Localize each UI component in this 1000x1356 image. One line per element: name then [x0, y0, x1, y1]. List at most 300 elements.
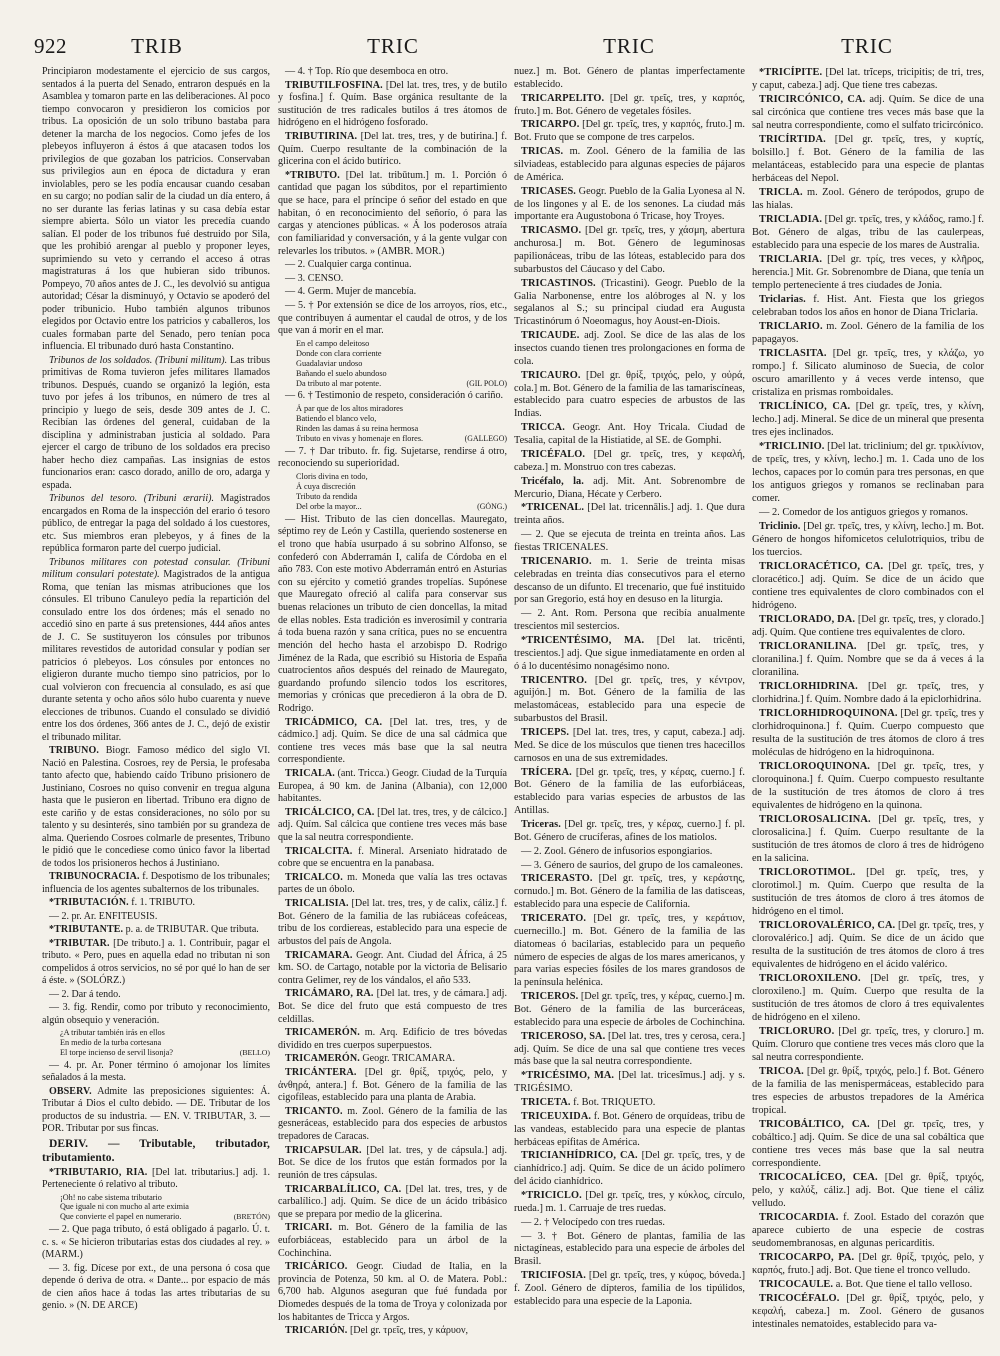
- entry-headword: TRICASMO.: [521, 225, 582, 237]
- entry-definition: m. Zool. Género de la familia de las silviadeas, establecido para algunas especies de pájaros de América.: [514, 146, 745, 183]
- entry-headword: TRICARI.: [285, 1222, 333, 1234]
- dictionary-entry: [278, 1067, 507, 1105]
- dictionary-entry: [514, 860, 745, 873]
- entry-headword: TRICLA.: [759, 187, 803, 198]
- dictionary-entry: [278, 1053, 507, 1066]
- entry-headword: TRICIRCÓNICO, CA.: [759, 94, 866, 105]
- entry-definition: — 2. Zool. Género de infusorios espongiarios.: [521, 845, 713, 857]
- dictionary-entry: [752, 866, 984, 918]
- entry-headword: TRICASTINOS.: [521, 277, 596, 289]
- entry-definition: [Del lat. tres, tres, y de cádmico.] adj. Quím. Se dice de una sal cádmica que contiene tres veces más base que la sal neutra correspondiente.: [278, 716, 507, 766]
- entry-headword: TRICOCARPO, PA.: [759, 1252, 855, 1263]
- dictionary-entry: [278, 390, 507, 403]
- quotation-author: (BRETÓN): [233, 1212, 270, 1222]
- entry-headword: TRICLARIO.: [759, 321, 823, 332]
- entry-definition: [Del gr. τρεῖς, tres, y κλάδος, ramo.] f. Bot. Género de algas, tribu de las caulerpeas, establecido para una especie de los mares de Australia.: [752, 214, 984, 251]
- entry-definition: [Del lat. tres, y de cámara.] adj. Bot. Se dice del fruto que está compuesto de tres celdillas.: [278, 988, 507, 1025]
- entry-definition: — 7. † Dar tributo. fr. fig. Sujetarse, rendirse á otro, reconociendo su superioridad.: [278, 445, 507, 470]
- entry-headword: TRICLORANILINA.: [759, 641, 857, 652]
- dictionary-entry: [514, 225, 745, 276]
- quotation-text: El torpe incienso de servil lisonja?: [60, 1047, 174, 1057]
- dictionary-entry: [514, 1270, 745, 1309]
- entry-definition: m. Zool. Género de terópodos, grupo de las hialas.: [752, 187, 984, 211]
- entry-definition: [Del lat. tribūtum.] m. 1. Porción ó cantidad que pagan los súbditos, por el repartimiento que se hace, para el príncipe ó señor del estado en que habitan, ó en reconocimiento del señorío, ó para las cargas y atenciones públicas. « Á los poderosos atraía con familiaridad y conversación, y á la gente vulgar con relevarles los tributos. » (AMBR. MOR.): [278, 169, 507, 257]
- dictionary-entry: [42, 989, 270, 1002]
- entry-headword: TRÍCERA.: [521, 766, 572, 778]
- entry-definition: — 3. fig. Rendir, como por tributo y reconocimiento, algún obsequio y veneración.: [42, 1002, 270, 1026]
- dictionary-entry: [752, 972, 984, 1024]
- dictionary-entry: [752, 919, 984, 971]
- quotation-text: Que convierte el papel en numerario.: [60, 1212, 182, 1222]
- entry-definition: [Del gr. τρεῖς, tres, y cloroquinona.] f. Quím. Cuerpo compuesto resultante de la sustitución de tres átomos de cloro á tres equivalentes de hidrógeno en la quinona.: [752, 761, 984, 811]
- dictionary-entry: [278, 300, 507, 338]
- quotation-text: Á par que de los altos miradores: [296, 404, 403, 414]
- guide-word: TRIC: [603, 34, 655, 58]
- dictionary-entry: [278, 1184, 507, 1222]
- quotation-line: [60, 1028, 270, 1038]
- entry-definition: f. 1. TRIBUTO.: [128, 897, 196, 908]
- entry-definition: [Del lat. tres, tres, y de calix, cáliz.] f. Bot. Género de la familia de las rubiáceas cofeáceas, tribu de los cordiereas, establecido para una especie de arbustos del país de Angola.: [278, 898, 507, 947]
- quotation-text: Del orbe la mayor...: [296, 501, 362, 511]
- entry-definition: f. Bot. Género de orquídeas, tribu de las vandeas, establecido para una especie de plantas herbáceas epífitas de América.: [514, 1110, 745, 1148]
- dictionary-entry: [514, 675, 745, 726]
- dictionary-entry: [752, 1025, 984, 1064]
- quotation-text: Á cuya discreción: [296, 482, 356, 491]
- entry-headword: OBSERV.: [49, 1085, 92, 1097]
- entry-headword: TRICOCALÍCEO, CEA.: [759, 1172, 878, 1183]
- entry-definition: [Del gr. τρεῖς, tres, y κέρας, cuerno.] m. Bot. Género de la familia de las burceráceas, establecido para una especie de árboles de Cochinchina.: [514, 991, 745, 1028]
- entry-definition: Geogr. Ciudad de Italia, en la provincia de Potenza, 50 km. al O. de Matera. Pobl.: 6,700 hab. Algunos aseguran que fué fundada por Diomedes después de la toma de Troya y colonizada por los habitantes de Tricca y Argos.: [278, 1261, 507, 1323]
- quotation-author: (GALLEGO): [464, 433, 507, 443]
- dictionary-entry: [752, 213, 984, 252]
- dictionary-entry: [752, 186, 984, 212]
- entry-definition: [Del gr. τρεῖς, tres, y κλίνη, lecho.] m. Bot. Género de hongos hifomicetos celulotriquios, tribu de los tuercios.: [752, 521, 984, 558]
- entry-headword: TRICALA.: [285, 768, 335, 779]
- entry-definition: [Del lat. tricennālis.] adj. 1. Que dura treinta años.: [514, 502, 745, 527]
- dictionary-entry: [752, 560, 984, 612]
- dictionary-entry: [514, 330, 745, 369]
- entry-headword: TRICALCO.: [285, 871, 343, 883]
- quotation-line: [296, 349, 507, 359]
- dictionary-entry: [278, 131, 507, 169]
- dictionary-entry: [278, 768, 507, 806]
- quotation-line: [296, 424, 507, 434]
- entry-definition: [Del gr. θρίξ, τριχός, pelo, y ἀνθηρά, antera.] f. Bot. Género de la familia de las cigofíleas, establecido para una planta de Arabia.: [278, 1067, 507, 1104]
- entry-definition: Geogr. TRICAMARA.: [359, 1053, 455, 1065]
- entry-definition: m. Moneda que valía las tres octavas partes de un óbolo.: [278, 871, 507, 896]
- entry-definition: Las tribus primitivas de Roma tuvieron jefes militares llamados tribunos. Después, cuando se organizó la legión, esta tuvo por jefes á los tribunos, en número de tres al principio y luego de seis, desde 309 antes de J. C. Recibían las órdenes del general, cuidaban de la disciplina y administraban justicia al soldado. Para ejercer el cargo de tribuno de los soldados era preciso haber hecho diez campañas. Las insignias de estos funcionarios eran: casco dorado, anillo de oro, adarga y espada.: [42, 354, 270, 491]
- quotation-text: Tributo en vivas y homenaje en flores.: [296, 433, 424, 443]
- dictionary-entry: [278, 66, 507, 79]
- dictionary-entry: [514, 1231, 745, 1270]
- dictionary-entry: [752, 133, 984, 185]
- dictionary-entry: [278, 1261, 507, 1324]
- dictionary-entry: [42, 871, 270, 896]
- entry-definition: Geogr. Ant. Hoy Tricala. Ciudad de Tesalia, capital de la Histiatide, al SE. de Gomphi.: [514, 422, 745, 447]
- dictionary-entry: [278, 1027, 507, 1052]
- entry-headword: *TRICENTÉSIMO, MA.: [521, 634, 645, 646]
- entry-subheading: Tribunos militares con potestad consular. (Tribuni militum consulari potestate).: [42, 556, 270, 580]
- entry-definition: [Del gr. τρεῖς, tres, y κεφαλή, cabeza.] m. Monstruo con tres cabezas.: [514, 448, 745, 473]
- quotation-line: [296, 369, 507, 379]
- quotation-text: ¡Oh! no cabe sistema tributario: [60, 1192, 162, 1202]
- dictionary-entry: [752, 1292, 984, 1331]
- entry-definition: [Del gr. τρεῖς, tres, y κεράτιον, cuernecillo.] m. Bot. Género de la familia de las diatomeas ó bacilarias, establecido para un pequeño número de especies de algas de los mares americanos, y para varias especies fósiles de los mares grandosos de la península helénica.: [514, 913, 745, 989]
- entry-definition: Admite las preposiciones siguientes: Á. Tributar á Dios el culto debido. — DE. Tributar de los productos de su industria. — EN. V. TRIBUTAR, 3. — POR. Tributar por sus fincas.: [42, 1085, 270, 1135]
- dictionary-entry: [42, 1224, 270, 1262]
- entry-headword: TRICANTO.: [285, 1105, 343, 1117]
- guide-word: TRIB: [131, 34, 183, 58]
- entry-definition: — 4. † Top. Río que desemboca en otro.: [285, 66, 449, 77]
- quotation: [60, 1193, 270, 1223]
- dictionary-entry: [514, 278, 745, 329]
- entry-headword: TRICLORHIDROQUINONA.: [759, 708, 898, 719]
- dictionary-entry: [752, 253, 984, 292]
- quotation-text: Tributo da rendida: [296, 491, 358, 501]
- dictionary-entry: [42, 1137, 270, 1166]
- entry-headword: TRICAPSULAR.: [285, 1144, 362, 1156]
- entry-headword: TRICLORHIDRINA.: [759, 681, 858, 692]
- dictionary-entry: [278, 514, 507, 716]
- entry-headword: *TRICÉSIMO, MA.: [521, 1070, 615, 1082]
- quotation: [296, 404, 507, 444]
- dictionary-entry: [752, 1118, 984, 1170]
- dictionary-entry: [278, 446, 507, 471]
- dictionary-entry: [42, 897, 270, 910]
- entry-definition: — 2. Que paga tributo, ó está obligado á pagarlo. Ú. t. c. s. « Se hicieron tributarias estas dos ciudades al rey. » (MARM.): [42, 1224, 270, 1261]
- entry-headword: TRICIANHÍDRICO, CA.: [521, 1150, 638, 1162]
- entry-headword: TRICARIÓN.: [285, 1325, 348, 1337]
- quotation-text: Guadalaviar undoso: [296, 358, 363, 368]
- dictionary-entry: [278, 286, 507, 299]
- entry-definition: [Del gr. τρεῖς, tres, y cloruro.] m. Quím. Cloruro que contiene tres veces más cloro que la sal neutra correspondiente.: [752, 1026, 984, 1063]
- entry-definition: adj. Zool. Se dice de las alas de los insectos cuando tienen tres prolongaciones en forma de cola.: [514, 330, 745, 367]
- entry-definition: [Del gr. τρεῖς, tres, y κέρας, cuerno.] f. Bot. Género de la familia de las euforbiáceas, establecido para varias especies de arbustos de las Antillas.: [514, 766, 745, 817]
- dictionary-entry: [42, 1263, 270, 1313]
- entry-definition: — 2. Que se ejecuta de treinta en treinta años. Las fiestas TRICENALES.: [514, 529, 745, 553]
- entry-definition: a. Bot. Que tiene el tallo velloso.: [833, 1279, 973, 1290]
- quotation-text: Rinden las damas á su reina hermosa: [296, 423, 419, 433]
- entry-definition: adj. Mit. Ant. Sobrenombre de Mercurio, Diana, Hécate y Cerbero.: [514, 475, 745, 500]
- entry-definition: — 6. † Testimonio de respeto, consideración ó cariño.: [285, 390, 504, 402]
- entry-definition: [Del gr. τρεῖς, tres, y κύκλος, círculo, rueda.] m. 1. Carruaje de tres ruedas.: [514, 1190, 745, 1214]
- dictionary-entry: [514, 1190, 745, 1216]
- entry-definition: f. Mineral. Arseniato hidratado de cobre que se encuentra en la panabasa.: [278, 845, 507, 870]
- dictionary-entry: [278, 846, 507, 871]
- dictionary-entry: [514, 991, 745, 1030]
- quotation-line: [296, 414, 507, 424]
- entry-definition: [Del gr. τρεῖς, tres, y cloroxileno.] m. Quím. Cuerpo que resulta de la sustitución de tres átomos de cloro á tres equivalentes de hidrógeno en el xileno.: [752, 973, 984, 1023]
- quotation-text: Cloris divina en todo,: [296, 472, 368, 482]
- entry-definition: [Del gr. τρεῖς, tres, y κέρας, cuerno.] f. pl. Bot. Género de crucíferas, afines de los matiolos.: [514, 818, 745, 843]
- entry-definition: m. Zool. Género de la familia de los papagayos.: [752, 321, 984, 345]
- dictionary-entry: [278, 807, 507, 845]
- dictionary-entry: [42, 557, 270, 745]
- quotation: [296, 339, 507, 389]
- entry-headword: TRICIFOSIA.: [521, 1270, 586, 1282]
- entry-definition: [Del lat. triclinium; del gr. τρικλίνιον, de τρεῖς, tres, y κλίνη, lecho.] m. 1. Cada uno de los lechos, capaces por lo común para tres personas, en que los antiguos griegos y romanos se reclinaban para comer.: [752, 441, 984, 504]
- dictionary-entry: [514, 476, 745, 502]
- dictionary-entry: [514, 1111, 745, 1150]
- quotation-line: [296, 359, 507, 369]
- entry-headword: TRICLÍNICO, CA.: [759, 401, 851, 412]
- dictionary-entry: [752, 400, 984, 439]
- entry-headword: TRICAURO.: [521, 369, 581, 381]
- dictionary-entry: [42, 493, 270, 556]
- dictionary-entry: [752, 93, 984, 132]
- dictionary-entry: [514, 1070, 745, 1096]
- entry-definition: f. Zool. Estado del corazón que aparece cubierto de una especie de costras seudomembranosas, en algunas pericarditis.: [752, 1212, 984, 1249]
- dictionary-entry: [514, 635, 745, 674]
- guide-word: TRIC: [841, 34, 893, 58]
- entry-definition: [Del lat. tres, tres, y de carbalílico.] adj. Quím. Se dice de un ácido tribásico que se prepara por medio de la glicerina.: [278, 1183, 507, 1220]
- entry-headword: TRICAMARA.: [285, 949, 353, 961]
- entry-headword: TRIBUTILFOSFINA.: [285, 79, 383, 91]
- entry-headword: TRICLOROVALÉRICO, CA.: [759, 920, 896, 931]
- dictionary-entry: [278, 1325, 507, 1338]
- entry-headword: TRICLOROSALICINA.: [759, 814, 871, 825]
- entry-headword: TRICLORADO, DA.: [759, 614, 856, 625]
- dictionary-entry: [278, 950, 507, 988]
- dictionary-entry: [514, 66, 745, 92]
- entry-headword: TRICCA.: [521, 422, 565, 434]
- entry-definition: — 3. fig. Dícese por ext., de una persona ó cosa que depende ó deriva de otra. « Dante... por espacio de más de cien años hace á todas las artes tributarias de su genio. » (N. DE ARCE): [42, 1262, 270, 1312]
- entry-headword: TRICARPO.: [521, 119, 580, 131]
- dictionary-entry: [514, 873, 745, 912]
- entry-headword: *TRIBUTACIÓN.: [49, 897, 129, 908]
- dictionary-entry: [514, 1217, 745, 1230]
- entry-headword: TRIBUTIRINA.: [285, 131, 358, 143]
- entry-headword: Triceras.: [521, 818, 561, 830]
- entry-headword: TRICARBALÍLICO, CA.: [285, 1183, 402, 1195]
- dictionary-entry: [752, 293, 984, 319]
- entry-headword: TRICÉFALO.: [521, 448, 586, 460]
- entry-definition: — 2. pr. Ar. ENFITEUSIS.: [49, 910, 158, 922]
- entry-definition: — 2. Cualquier carga continua.: [285, 259, 412, 271]
- entry-definition: Principiaron modestamente el ejercicio de sus cargos, sentados á la puerta del Senado, entraron después en la Asamblea y tomaron parte en las deliberaciones. Al poco tiempo convocaron y presidieron los comicios por tribus. La oposición de un solo tribuno bastaba para detener la marcha de los negocios. Como jefes de los plebeyos influyeron á éstos á que atacasen todos los privilegios de que gozaban los patricios. Conservaban sus privilegios aun en época de dictadura y eran inviolables, pero se les podía encausar cuando cesaban en su cargo; no podían salir de la ciudad un día entero, á no ser durante las ferias latinas y su casa debía estar siempre abierta. Sólo un viator les precedía cuando salían. El poder de los tribunos fué destruido por Sila, que les prohibió arengar al pueblo y proponer leyes, suprimiendo su veto y cerrando el acceso á otras magistraturas á los que hubieran sido tribunos. Pompeyo, 70 años antes de J. C., les devolvió su antigua autoridad; César la disminuyó, y Octavio se apoderó del poder tribunicio. Hubo también algunos tribunos elegidos por Octavio entre los patricios y caballeros, los cuales formaban parte del Senado, pero tenían poca influencia. El tribunado duró hasta Constantino.: [42, 66, 270, 352]
- entry-definition: [Del gr. τρεῖς, tres, y κυρτίς, bolsillo.] f. Bot. Género de la familia de las melantáceas, establecido para una especie de plantas herbáceas del Nepol.: [752, 134, 984, 184]
- entry-headword: *TRICICLO.: [521, 1190, 582, 1202]
- dictionary-entry: [752, 1251, 984, 1277]
- dictionary-entry: [752, 613, 984, 639]
- entry-definition: (ant. Tricca.) Geogr. Ciudad de la Turquía Europea, á 90 km. de Janina (Albania), con 12,000 habitantes.: [278, 768, 507, 805]
- dictionary-entry: [514, 727, 745, 766]
- dictionary-entry: [752, 320, 984, 346]
- entry-definition: [Del gr. τρεῖς, tres, y de cianhídrico.] adj. Quím. Se dice de un ácido polímero del ácido cianhídrico.: [514, 1150, 745, 1188]
- quotation-line: [60, 1193, 270, 1203]
- dictionary-entry: [278, 988, 507, 1026]
- entry-definition: [Del gr. τρεῖς, tres, y clorotimol.] m. Quím. Cuerpo que resulta de la sustitución de tres átomos de cloro á tres átomos de hidrógeno en el timol.: [752, 867, 984, 917]
- quotation-line: [296, 379, 507, 389]
- entry-definition: — 4. pr. Ar. Poner término ó amojonar los límites señalados á la mesta.: [42, 1059, 270, 1084]
- entry-definition: nuez.] m. Bot. Género de plantas imperfectamente establecido.: [514, 66, 745, 90]
- entry-subheading: Tribunos de los soldados. (Tribuni militum).: [49, 354, 228, 366]
- dictionary-entry: [752, 640, 984, 679]
- dictionary-entry: [278, 273, 507, 286]
- entry-definition: — 2. Ant. Rom. Persona que recibía anualmente trescientos mil sestercios.: [514, 608, 745, 633]
- entry-definition: p. a. de TRIBUTAR. Que tributa.: [123, 924, 259, 935]
- entry-definition: Geogr. Pueblo de la Galia Lyonesa al N. de los lingones y al E. de los senones. La ciudad más importante era Augustobona ó Tricase, hoy Troyes.: [514, 185, 745, 223]
- entry-headword: TRICOCÉFALO.: [759, 1293, 840, 1304]
- guide-word: TRIC: [367, 34, 419, 58]
- dictionary-entry: [42, 355, 270, 493]
- entry-definition: m. Zool. Género de la familia de las gesneráceas, establecido para dos especies de arbustos trepadores de Caracas.: [278, 1105, 507, 1143]
- entry-definition: [Del gr. τρεῖς, tres, y καρπός, fruto.] m. Bot. Fruto que se compone de tres carpelos.: [514, 119, 745, 144]
- dictionary-entry: [752, 66, 984, 92]
- dictionary-entry: [514, 93, 745, 119]
- entry-definition: [Del gr. τρεῖς, tres, y clorhidrina.] f. Quím. Nombre dado á la epiclorhidrina.: [752, 681, 984, 705]
- entry-headword: TRICAMERÓN.: [285, 1027, 360, 1039]
- entry-definition: [Del gr. θρίξ, τριχός, pelo, y κεφαλή, cabeza.] m. Zool. Género de gusanos intestinales nematoides, establecido para va-: [752, 1293, 984, 1330]
- entry-headword: TRICÁRICO.: [285, 1261, 348, 1273]
- entry-definition: [Del gr. τρεῖς, tres, y κέντρον, aguijón.] m. Bot. Género de la familia de las melastomáceas, establecido para una especie de subarbustos del Brasil.: [514, 674, 745, 725]
- dictionary-entry: [514, 1150, 745, 1189]
- entry-headword: TRICEROS.: [521, 991, 579, 1003]
- entry-headword: TRICLADIA.: [759, 214, 823, 225]
- entry-definition: [Del gr. τρεῖς, tres, y κεράστης, cornudo.] m. Bot. Género de la familia de las datisceas, establecido para una especie de California.: [514, 873, 745, 911]
- entry-definition: [Del lat. tres, y de cápsula.] adj. Bot. Se dice de los frutos que están formados por la reunión de tres cápsulas.: [278, 1144, 507, 1181]
- dictionary-entry: [752, 520, 984, 559]
- dictionary-entry: [752, 1278, 984, 1291]
- dictionary-entry: [514, 146, 745, 185]
- entry-definition: Biogr. Famoso médico del siglo VI. Nació en Palestina. Cosroes, rey de Persia, le profesaba tanto afecto que, habiendo caído Tribuno prisionero de Justiniano, Cosroes no quiso convenir en tregua alguna hasta que le pusieron en libertad. Tribuno era digno de este cariño y de estas consideraciones, no sólo por su talento y su desinterés, sino también por su grandeza de alma. Queriendo Cosroes colmarle de presentes, Tribuno le pidió que le concediese como único favor la libertad de todos los prisioneros hechos á Justiniano.: [42, 745, 270, 869]
- dictionary-entry: [514, 370, 745, 421]
- dictionary-entry: [752, 506, 984, 519]
- entry-headword: TRICLOROXILENO.: [759, 973, 861, 984]
- entry-definition: (Tricastini). Geogr. Pueblo de la Galia Narbonense, entre los alóbroges al N. y los segalanos al S.; su principal ciudad era Augusta Tricastinórum ó Noeomagus, hoy Aoust-en-Diois.: [514, 277, 745, 328]
- entry-headword: DERIV. — Tributable, tributador, tributamiento.: [42, 1137, 270, 1165]
- entry-headword: *TRICENAL.: [521, 502, 585, 514]
- dictionary-entry: [278, 80, 507, 130]
- entry-definition: [Del gr. τρεῖς, tres, y clorado.] adj. Quím. Que contiene tres equivalentes de cloro.: [752, 614, 984, 638]
- entry-headword: TRICAS.: [521, 146, 564, 158]
- entry-headword: *TRIBUTAR.: [49, 937, 110, 949]
- quotation-text: Da tributo al mar potente.: [296, 378, 382, 388]
- entry-definition: [Del gr. τρεῖς, tres, y κλίνη, lecho.] adj. Mineral. Se dice de un mineral que presenta tres ejes inclinados.: [752, 401, 984, 438]
- entry-headword: TRICENTRO.: [521, 674, 587, 686]
- entry-definition: [Del lat. tributarius.] adj. 1. Perteneciente ó relativo al tributo.: [42, 1166, 270, 1191]
- dictionary-entry: [752, 680, 984, 706]
- entry-definition: f. Despotismo de los tribunales; influencia de los agentes subalternos de los tribunales.: [42, 871, 270, 895]
- dictionary-entry: [42, 66, 270, 354]
- entry-headword: TRICÁMARO, RA.: [285, 988, 374, 1000]
- dictionary-entry: [752, 1065, 984, 1117]
- dictionary-entry: [42, 1086, 270, 1136]
- entry-headword: TRICERASTO.: [521, 873, 593, 885]
- dictionary-entry: [514, 1097, 745, 1110]
- entry-definition: — Hist. Tributo de las cien doncellas. Mauregato, séptimo rey de León y Castilla, queriendo sostenerse en el trono que había usurpado á su sobrino Alfonso, se confederó con Abderramán I, califa de Córdoba en el año 783. Con este motivo Abderramán entró en Asturias con su ejército y cometió grandes tropelías. Supónese que Mauregato ofreció al califa para conservar sus buenas relaciones un tributo de cien doncellas, la mitad de ellas nobles. Esta tradición es inverosímil y contraria á toda buena razón y sana crítica, pues no se encuentra mención del hecho hasta el arzobispo D. Rodrigo Jiménez de la Rada, que escribió su Historia de España cuatrocientos años después del reinado de Mauregato, guardando profundo silencio todos los escritores, memorias y crónicas que precedieron á la obra de D. Rodrigo.: [278, 513, 507, 714]
- dictionary-entry: [278, 717, 507, 767]
- quotation-line: [296, 482, 507, 492]
- dictionary-entry: [42, 924, 270, 937]
- entry-definition: [Del gr. τρεῖς, tres, y κάρυον,: [347, 1325, 469, 1337]
- entry-definition: m. Bot. Género de la familia de las euforbiáceas, establecido para un árbol de la Cochinchina.: [278, 1222, 507, 1259]
- entry-headword: TRICÁNTERA.: [285, 1067, 357, 1079]
- quotation-line: [296, 404, 507, 414]
- entry-headword: TRICLOROTIMOL.: [759, 867, 856, 878]
- entry-definition: [Del gr. θρίξ, τριχός, pelo.] f. Bot. Género de la familia de las menispermáceas, establecido para tres especies de arbustos trepadores de la América tropical.: [752, 1066, 984, 1116]
- entry-headword: TRICOBÁLTICO, CA.: [759, 1119, 870, 1130]
- dictionary-entry: [514, 422, 745, 448]
- entry-definition: [De tributo.] a. 1. Contribuir, pagar el tributo. « Pero, pues en aquella edad no tributan ni son compelidos á otros servicios, no sé por qué lo han de ser á éste. » (SOLÓRZ.): [42, 937, 270, 986]
- entry-headword: TRICARPELITO.: [521, 92, 605, 104]
- quotation-line: [60, 1212, 270, 1222]
- entry-definition: adj. Quím. Se dice de una sal circónica que contiene tres veces más base que la sal neutra correspondiente, como el sulfato tricircónico.: [752, 94, 984, 131]
- entry-definition: [Del gr. τρεῖς, tres, y χάσμη, abertura anchurosa.] m. Bot. Género de leguminosas papilionáceas, tribu de las lóteas, establecido para dos subarbustos del Cáucaso y del Cabo.: [514, 225, 745, 275]
- dictionary-column: [42, 66, 270, 1348]
- quotation-line: [296, 434, 507, 444]
- entry-headword: TRICLORURO.: [759, 1026, 835, 1037]
- entry-headword: TRICOCAULE.: [759, 1279, 834, 1290]
- quotation-line: [60, 1038, 270, 1048]
- entry-definition: [Del gr. τρεῖς, tres, y clorovalérico.] adj. Quím. Se dice de un ácido que resulta de la sustitución de tres átomos de cloro á tres equivalentes de hidrógeno en el ácido valérico.: [752, 920, 984, 970]
- entry-definition: Geogr. Ant. Ciudad del África, á 25 km. SO. de Cartago, notable por la victoria de Belisario contra Gelimer, rey de los vándalos, el año 533.: [278, 949, 507, 986]
- dictionary-entry: [752, 347, 984, 399]
- entry-headword: Triclinio.: [759, 521, 801, 532]
- quotation: [60, 1028, 270, 1058]
- dictionary-entry: [278, 872, 507, 897]
- quotation-line: [296, 492, 507, 502]
- entry-headword: TRICALCITA.: [285, 845, 353, 857]
- entry-headword: *TRIBUTANTE.: [49, 924, 124, 935]
- dictionary-entry: [278, 1145, 507, 1183]
- quotation-text: Bañando el suelo abundoso: [296, 368, 387, 378]
- entry-definition: — 4. Germ. Mujer de mancebía.: [285, 286, 417, 298]
- entry-definition: [Del gr. τρεῖς, tres y clorhidroquinona.] f. Quím. Cuerpo compuesto que resulta de la sustitución de tres átomos de cloro á tres moléculas de hidrógeno en la hidroquinona.: [752, 708, 984, 758]
- dictionary-entry: [278, 1106, 507, 1144]
- dictionary-entry: [514, 767, 745, 818]
- entry-headword: TRICOCARDIA.: [759, 1212, 839, 1223]
- quotation-line: [296, 472, 507, 482]
- dictionary-entry: [752, 1171, 984, 1210]
- dictionary-entry: [752, 813, 984, 865]
- dictionary-entry: [752, 1211, 984, 1250]
- entry-definition: m. 1. Serie de treinta misas celebradas en treinta días consecutivos para el eterno descanso de un difunto. El trecenario, que fué instituido por san Gregorio, está hoy en desuso en la liturgia.: [514, 555, 745, 606]
- entry-headword: TRICEROSO, SA.: [521, 1030, 606, 1042]
- dictionary-entry: [514, 608, 745, 634]
- entry-subheading: Tribunos del tesoro. (Tribuni ærarii).: [49, 493, 214, 504]
- dictionary-entry: [514, 913, 745, 990]
- dictionary-entry: [278, 259, 507, 272]
- entry-definition: [Del gr. τρεῖς, tres, y καρπός, fruto.] m. Bot. Género de vegetales fósiles.: [514, 92, 745, 117]
- entry-headword: Triclarias.: [759, 294, 806, 305]
- quotation: [296, 472, 507, 512]
- quotation-text: ¿A tributar también irás en ellos: [60, 1028, 165, 1037]
- entry-definition: Magistrados de la antigua Roma, que tenían las mismas atribuciones que los cónsules. El tribuno Canuleyo pedía la repartición del consulado entre los dos órdenes; más el senado no accedió sino en parte á sus pretensiones, 444 años antes de J. C. Se sustituyeron los cónsules por tribunos militares revestidos de autoridad consular y podían ser patricios ó plebeyos. Los cónsules por entonces no eligieron durante mucho tiempo sino patricios, por lo cual volvieron con frecuencia al consulado, es así que durante setenta y ocho años sólo hubo cuarenta y nueve elecciones de tribunos. Cuando el consulado se dividió entre los dos órdenes, 366 antes de J. C., dejó de existir el tribunado militar.: [42, 569, 270, 743]
- dictionary-entry: [42, 911, 270, 924]
- dictionary-entry: [278, 170, 507, 258]
- entry-definition: [Del gr. θρίξ, τριχός, pelo, y καλύξ, cáliz.] adj. Bot. Que tiene el cáliz velludo.: [752, 1172, 984, 1209]
- dictionary-entry: [42, 1002, 270, 1027]
- entry-definition: — 2. Comedor de los antiguos griegos y romanos.: [759, 507, 968, 518]
- entry-definition: [Del lat. tricēnti, trescientos.] adj. Que sigue inmediatamente en orden al ó á lo ducentésimo nonagésimo nono.: [514, 634, 745, 672]
- dictionary-entry: [514, 186, 745, 225]
- quotation-text: En medio de la turba cortesana: [60, 1037, 162, 1047]
- quotation-line: [296, 339, 507, 349]
- quotation-author: (BELLO): [239, 1047, 270, 1057]
- entry-headword: TRICLASITA.: [759, 348, 827, 359]
- entry-definition: [Del gr. τρεῖς, tres, y cloranilina.] f. Quím. Nombre que se da á veces á la cloranilina.: [752, 641, 984, 678]
- dictionary-entry: [752, 760, 984, 812]
- entry-headword: TRICLOROQUINONA.: [759, 761, 871, 772]
- entry-definition: m. Arq. Edificio de tres bóvedas dividido en tres cuerpos superpuestos.: [278, 1027, 507, 1051]
- entry-definition: — 3. Género de saurios, del grupo de los camaleones.: [521, 859, 743, 871]
- dictionary-entry: [514, 1031, 745, 1070]
- entry-headword: Tricéfalo, la.: [521, 475, 584, 487]
- entry-headword: TRICETA.: [521, 1097, 571, 1109]
- dictionary-entry: [514, 449, 745, 475]
- quotation-text: Batiendo el blanco velo,: [296, 414, 377, 424]
